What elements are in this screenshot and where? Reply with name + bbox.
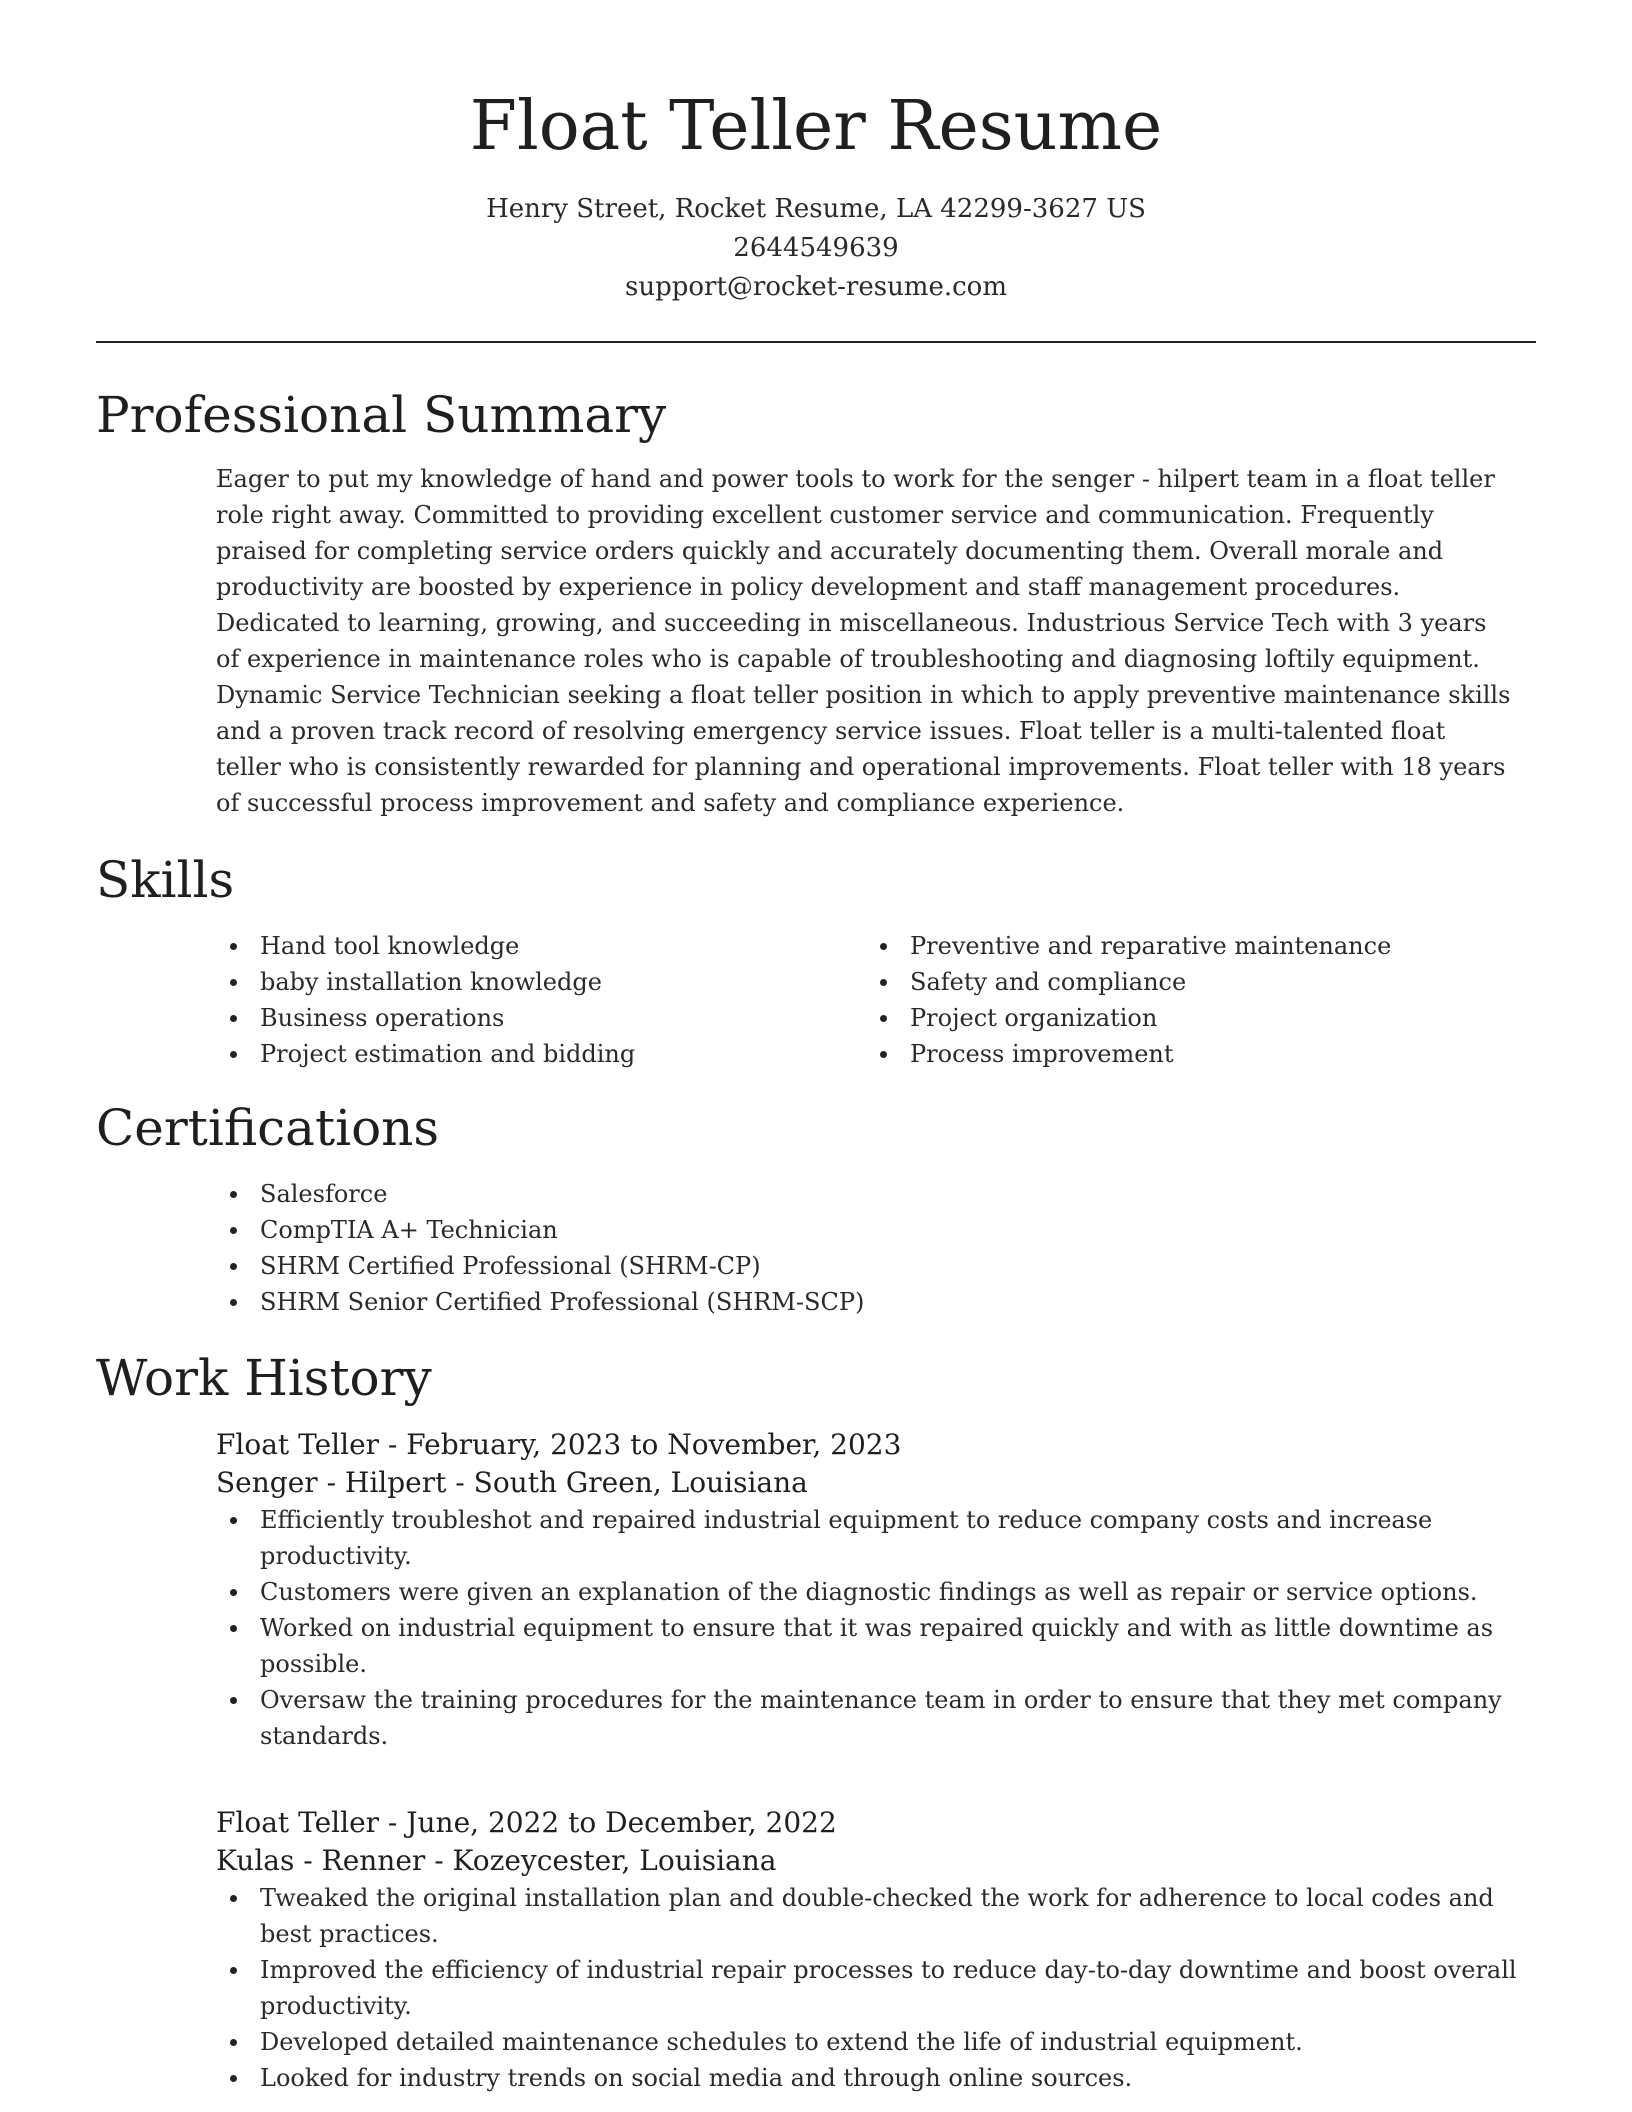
skills-left-list — [216, 928, 856, 1072]
job-responsibilities — [216, 1502, 1536, 1754]
email-text: support@rocket-resume.com — [624, 272, 1007, 302]
skill-item: Process improvement — [866, 1036, 1506, 1072]
skills-left-column — [216, 928, 856, 1072]
responsibility-item: Improved the efficiency of industrial repair processes to reduce day-to-day downtime and boost overall productivity. — [216, 1952, 1536, 2024]
job-entry — [216, 1426, 1536, 1754]
job-entry — [216, 1804, 1536, 2096]
summary-heading: Professional Summary — [96, 386, 667, 444]
contact-info — [0, 190, 1632, 307]
page-title: Float Teller Resume — [469, 87, 1163, 166]
certification-item: Salesforce — [216, 1176, 1516, 1212]
job-title-line: Float Teller - February, 2023 to November, 2023 — [216, 1428, 902, 1461]
responsibility-item: Tweaked the original installation plan and double-checked the work for adherence to local codes and best practices. — [216, 1880, 1536, 1952]
responsibility-item: Customers were given an explanation of the diagnostic findings as well as repair or service options. — [216, 1574, 1536, 1610]
job-company-line: Senger - Hilpert - South Green, Louisiana — [216, 1466, 808, 1499]
responsibility-item: Oversaw the training procedures for the maintenance team in order to ensure that they met company standards. — [216, 1682, 1536, 1754]
skill-item: Safety and compliance — [866, 964, 1506, 1000]
certification-item: SHRM Senior Certified Professional (SHRM-SCP) — [216, 1284, 1516, 1320]
responsibility-item: Efficiently troubleshot and repaired industrial equipment to reduce company costs and increase productivity. — [216, 1502, 1536, 1574]
skills-heading: Skills — [96, 851, 235, 909]
resume-header — [0, 0, 1632, 307]
skills-right-list — [866, 928, 1506, 1072]
certification-item: SHRM Certified Professional (SHRM-CP) — [216, 1248, 1516, 1284]
skill-item: Project organization — [866, 1000, 1506, 1036]
address-text: Henry Street, Rocket Resume, LA 42299-3627 US — [486, 194, 1146, 224]
certifications-heading: Certifications — [96, 1099, 440, 1157]
skill-item: Hand tool knowledge — [216, 928, 856, 964]
certifications-list-container — [216, 1176, 1516, 1320]
skill-item: Business operations — [216, 1000, 856, 1036]
skill-item: baby installation knowledge — [216, 964, 856, 1000]
responsibility-item: Looked for industry trends on social media and through online sources. — [216, 2060, 1536, 2096]
certifications-list — [216, 1176, 1516, 1320]
responsibility-item: Developed detailed maintenance schedules to extend the life of industrial equipment. — [216, 2024, 1536, 2060]
skill-item: Project estimation and bidding — [216, 1036, 856, 1072]
summary-text: Eager to put my knowledge of hand and power tools to work for the senger - hilpert team in a float teller role right away. Committed to providing excellent customer service and communication. Frequently praised for completing service orders quickly and accurately documenting them. Overall morale and productivity are boosted by experience in policy development and staff management procedures. Dedicated to learning, growing, and succeeding in miscellaneous. Industrious Service Tech with 3 years of experience in maintenance roles who is capable of troubleshooting and diagnosing loftily equipment. Dynamic Service Technician seeking a float teller position in which to apply preventive maintenance skills and a proven track record of resolving emergency service issues. Float teller is a multi-talented float teller who is consistently rewarded for planning and operational improvements. Float teller with 18 years of successful process improvement and safety and compliance experience. — [216, 465, 1511, 817]
phone-text: 2644549639 — [733, 233, 899, 263]
header-divider — [96, 341, 1536, 343]
certification-item: CompTIA A+ Technician — [216, 1212, 1516, 1248]
responsibility-item: Worked on industrial equipment to ensure that it was repaired quickly and with as little downtime as possible. — [216, 1610, 1536, 1682]
work-history-heading: Work History — [96, 1349, 432, 1407]
skill-item: Preventive and reparative maintenance — [866, 928, 1506, 964]
job-company-line: Kulas - Renner - Kozeycester, Louisiana — [216, 1844, 777, 1877]
skills-right-column — [866, 928, 1506, 1072]
job-title-line: Float Teller - June, 2022 to December, 2022 — [216, 1806, 837, 1839]
job-responsibilities — [216, 1880, 1536, 2096]
